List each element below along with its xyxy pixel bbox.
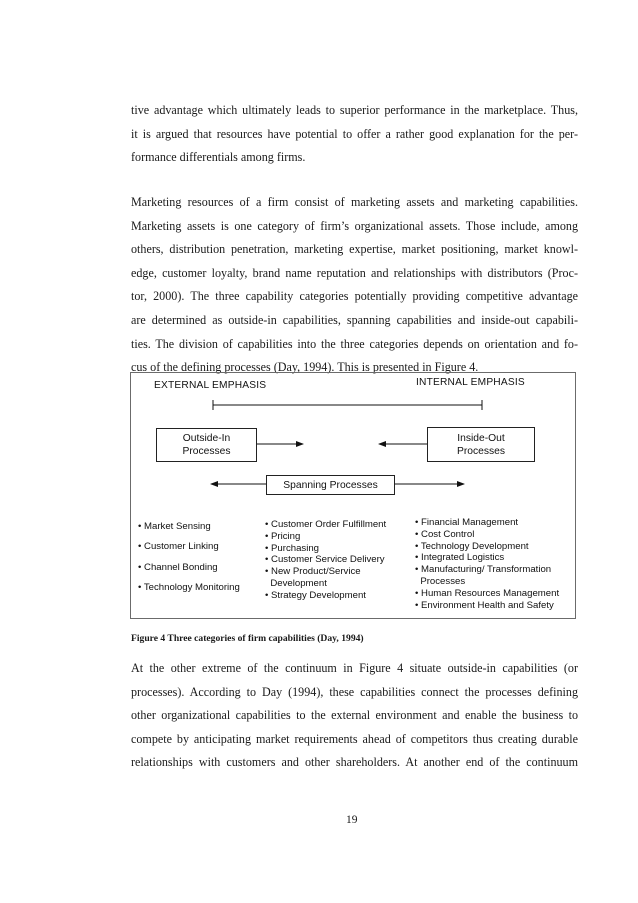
list-item: • Market Sensing: [138, 521, 211, 532]
list-item: • Technology Development: [415, 540, 529, 552]
outside-in-subtitle: Processes: [182, 446, 231, 457]
capabilities-figure: [130, 372, 576, 619]
text-line: edge, customer loyalty, brand name reputation and relationships with distributors (Proc-: [131, 265, 578, 280]
text-line: are determined as outside-in capabilities, spanning capabilities and inside-out capabili-: [131, 312, 578, 327]
list-item: • Financial Management: [415, 517, 519, 528]
list-item: • Channel Bonding: [138, 561, 218, 573]
figure-caption: Figure 4 Three categories of firm capabilities (Day, 1994): [131, 633, 364, 644]
outside-in-box: [156, 428, 257, 462]
text-line: compete by anticipating market requirements ahead of competitors thus creating durable: [131, 731, 578, 746]
text-line: it is argued that resources have potential to offer a rather good explanation for the per-: [131, 126, 578, 141]
text-line: processes). According to Day (1994), these capabilities connect the processes defining: [131, 684, 578, 699]
paragraph-1: [131, 99, 578, 170]
list-item: Processes: [415, 575, 466, 587]
paragraph-3: [131, 657, 578, 775]
list-item: • Technology Monitoring: [138, 581, 240, 593]
list-item: • Integrated Logistics: [415, 552, 505, 564]
text-line: formance differentials among firms.: [131, 150, 306, 165]
list-item: • Customer Order Fulfillment: [265, 519, 387, 530]
text-line: others, distribution penetration, marketing expertise, market positioning, market knowl-: [131, 242, 578, 257]
spanning-capabilities-list: [265, 519, 386, 602]
text-line: ties. The division of capabilities into the three categories depends on orientation and fo-: [131, 336, 578, 351]
text-line: tor, 2000). The three capability categories potentially providing competitive advantage: [131, 289, 578, 304]
list-item: Development: [265, 577, 327, 589]
outside-in-capabilities-list: [138, 517, 240, 598]
list-item: • Cost Control: [415, 528, 475, 540]
inside-out-title: Inside-Out: [457, 432, 505, 444]
internal-emphasis-label: INTERNAL EMPHASIS: [416, 377, 525, 388]
text-line: other organizational capabilities to the external environment and enable the business to: [131, 708, 578, 723]
text-line: tive advantage which ultimately leads to superior performance in the marketplace. Thus,: [131, 103, 578, 117]
inside-out-subtitle: Processes: [456, 445, 506, 457]
spanning-box: [266, 475, 395, 495]
text-line: cus of the defining processes (Day, 1994). This is presented in Figure 4.: [131, 360, 479, 375]
text-line: Marketing assets is one category of firm’s organizational assets. Those include, among: [131, 218, 578, 233]
external-emphasis-label: EXTERNAL EMPHASIS: [154, 380, 267, 391]
inside-out-box: [427, 427, 535, 462]
list-item: • Customer Linking: [138, 541, 219, 553]
text-line: relationships with customers and other shareholders. At another end of the continuum: [131, 755, 578, 770]
list-item: • Manufacturing/ Transformation: [415, 564, 552, 576]
list-item: • New Product/Service: [265, 566, 361, 578]
text-line: Marketing resources of a firm consist of marketing assets and marketing capabilities.: [131, 195, 578, 209]
list-item: • Purchasing: [265, 542, 320, 554]
text-line: At the other extreme of the continuum in Figure 4 situate outside-in capabilities (or: [131, 661, 578, 675]
list-item: • Customer Service Delivery: [265, 554, 385, 566]
paragraph-2: [131, 191, 578, 380]
inside-out-capabilities-list: [415, 517, 559, 611]
outside-in-title: Outside-In: [182, 433, 231, 444]
spanning-title: Spanning Processes: [283, 479, 378, 491]
list-item: • Environment Health and Safety: [415, 599, 554, 611]
page-number: 19: [346, 814, 358, 826]
list-item: • Strategy Development: [265, 589, 366, 601]
list-item: • Pricing: [265, 530, 301, 542]
list-item: • Human Resources Management: [415, 587, 560, 599]
